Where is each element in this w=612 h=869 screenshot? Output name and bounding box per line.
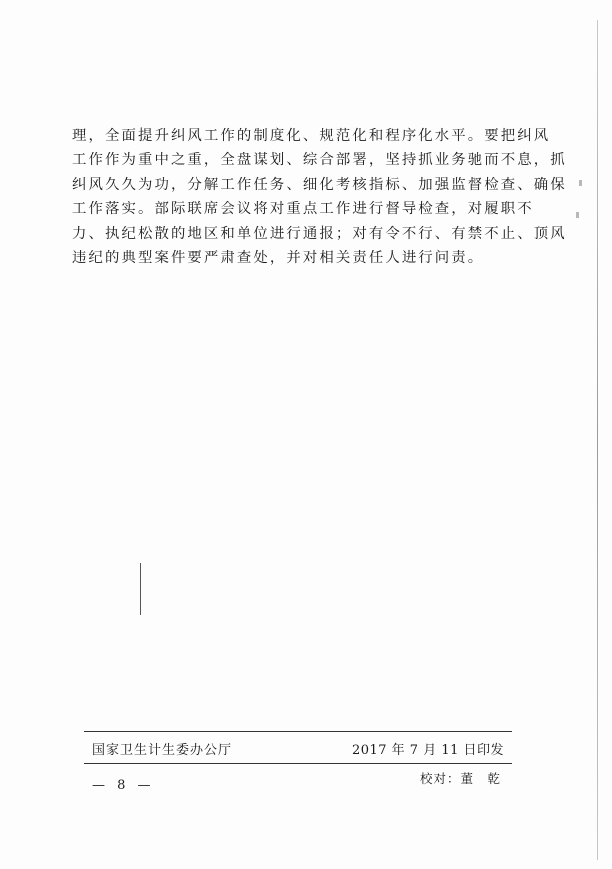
page-number: — 8 — (92, 778, 155, 793)
issuer-name: 国家卫生计生委办公厅 (92, 743, 233, 758)
proofreader: 校对：董 乾 (420, 771, 502, 786)
scan-fleck (579, 180, 582, 186)
margin-mark (140, 563, 141, 615)
body-line: 理，全面提升纠风工作的制度化、规范化和程序化水平。要把纠风 (72, 128, 551, 144)
body-line: 违纪的典型案件要严肃查处，并对相关责任人进行问责。 (72, 250, 485, 267)
scan-fleck (576, 212, 579, 218)
footer-rule-top (84, 731, 512, 732)
footer-rule-bottom (84, 763, 512, 764)
scan-edge-line (597, 20, 598, 860)
body-line: 工作落实。部际联席会议将对重点工作进行督导检查，对履职不 (72, 201, 534, 218)
body-line: 力、执纪松散的地区和单位进行通报；对有令不行、有禁不止、顶风 (72, 225, 567, 242)
body-line: 纠风久久为功，分解工作任务、细化考核指标、加强监督检查、确保 (72, 176, 567, 193)
body-paragraph (72, 124, 567, 270)
issue-date: 2017 年 7 月 11 日印发 (351, 743, 504, 758)
body-line: 工作作为重中之重，全盘谋划、综合部署，坚持抓业务驰而不息，抓 (72, 152, 567, 169)
